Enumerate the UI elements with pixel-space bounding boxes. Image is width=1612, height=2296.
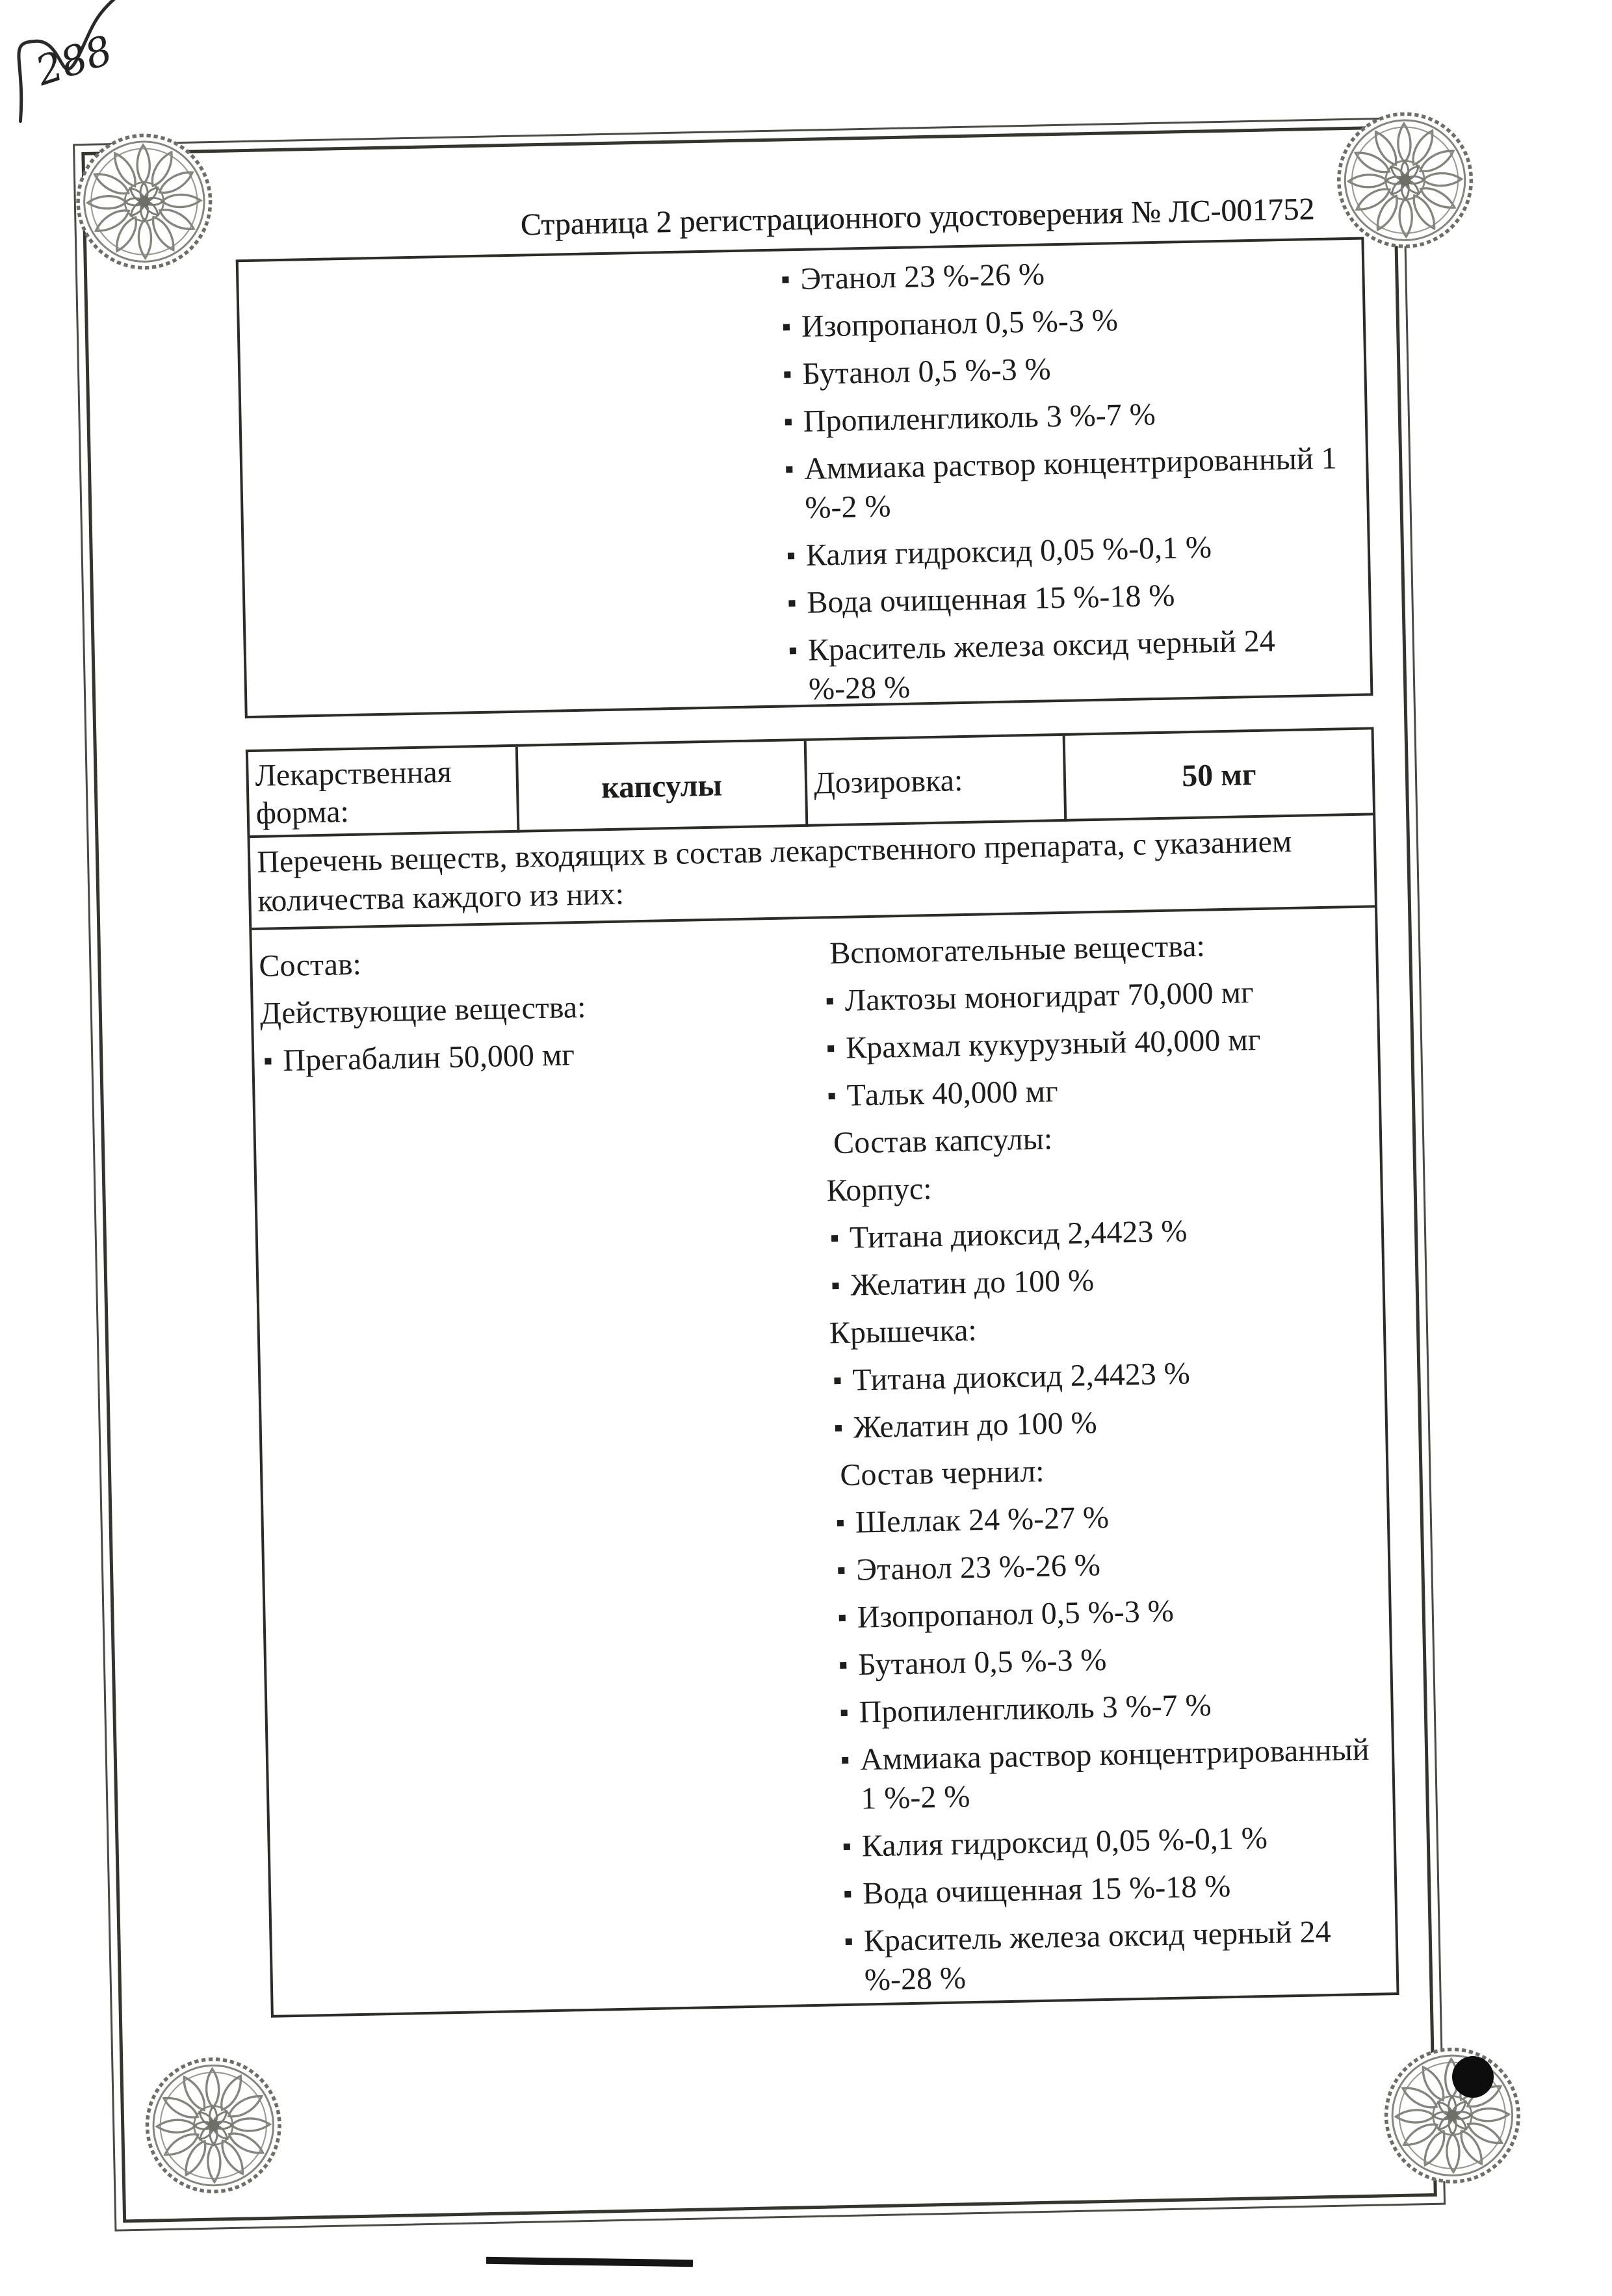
composition-title: Состав: bbox=[258, 946, 362, 984]
handwritten-text: 288 bbox=[30, 25, 118, 95]
ingredient-item: Крахмал кукурузный 40,000 мг bbox=[824, 1018, 1378, 1068]
dose-value-cell: 50 мг bbox=[1181, 757, 1257, 794]
ingredient-item: Вода очищенная 15 %-18 % bbox=[840, 1864, 1395, 1914]
page-title: Страница 2 регистрационного удостоверения № ЛС-001752 bbox=[520, 192, 1315, 242]
capsule-cap-title: Крышечка: bbox=[829, 1312, 978, 1351]
ingredient-item: Бутанол 0,5 %-3 % bbox=[780, 344, 1344, 394]
ingredient-item: Титана диоксид 2,4423 % bbox=[827, 1208, 1381, 1258]
capsule-composition-title: Состав капсулы: bbox=[833, 1121, 1053, 1161]
ink-composition-continued-list bbox=[778, 249, 1350, 718]
dose-label-cell: Дозировка: bbox=[807, 736, 1067, 827]
ink-composition-list bbox=[833, 1493, 1396, 2000]
ingredient-item: Титана диоксид 2,4423 % bbox=[830, 1350, 1384, 1400]
guilloche-rosette-bottom-right bbox=[1382, 2045, 1522, 2185]
ingredient-item: Желатин до 100 % bbox=[828, 1255, 1383, 1305]
ingredient-item: Прегабалин 50,000 мг bbox=[261, 1032, 781, 1081]
ink-composition-continued-box bbox=[236, 237, 1373, 718]
capsule-body-list bbox=[827, 1208, 1382, 1305]
dosage-table bbox=[246, 727, 1399, 2017]
ingredient-item: Изопропанол 0,5 %-3 % bbox=[779, 296, 1342, 346]
form-label-cell: Лекарственная форма: bbox=[248, 747, 520, 838]
ingredient-item: Калия гидроксид 0,05 %-0,1 % bbox=[783, 525, 1347, 575]
ingredient-item: Аммиака раствор концентрированный 1 %-2 % bbox=[782, 439, 1346, 528]
capsule-body-title: Корпус: bbox=[826, 1171, 933, 1208]
substances-list-caption: Перечень веществ, входящих в состав лекарственного препарата, с указанием количества каждого из них: bbox=[250, 815, 1375, 930]
ingredient-item: Бутанол 0,5 %-3 % bbox=[836, 1635, 1390, 1685]
ingredient-item: Пропиленгликоль 3 %-7 % bbox=[837, 1682, 1391, 1732]
active-substances-column bbox=[259, 937, 781, 1089]
guilloche-rosette-bottom-left bbox=[143, 2055, 283, 2195]
capsule-cap-list bbox=[830, 1350, 1385, 1448]
active-substances-title: Действующие вещества: bbox=[259, 989, 586, 1031]
form-value-cell: капсулы bbox=[518, 741, 809, 833]
ingredient-item: Пропиленгликоль 3 %-7 % bbox=[781, 391, 1344, 441]
composition-cell bbox=[252, 907, 1396, 2015]
guilloche-rosette-top-left bbox=[74, 131, 214, 272]
ingredient-item: Аммиака раствор концентрированный 1 %-2 % bbox=[838, 1730, 1393, 1819]
ink-dot-mark bbox=[1452, 2056, 1494, 2098]
ingredient-item: Вода очищенная 15 %-18 % bbox=[785, 573, 1348, 623]
ingredient-item: Лактозы моногидрат 70,000 мг bbox=[822, 971, 1377, 1021]
ingredient-item: Этанол 23 %-26 % bbox=[778, 249, 1342, 299]
excipients-column bbox=[822, 923, 1397, 2009]
ingredient-item: Калия гидроксид 0,05 %-0,1 % bbox=[839, 1816, 1394, 1866]
ingredient-item: Краситель железа оксид черный 24 %-28 % bbox=[785, 620, 1349, 709]
active-substances-list bbox=[261, 1032, 781, 1081]
ingredient-item: Тальк 40,000 мг bbox=[824, 1065, 1379, 1115]
ingredient-item: Этанол 23 %-26 % bbox=[834, 1540, 1388, 1590]
ingredient-item: Изопропанол 0,5 %-3 % bbox=[835, 1587, 1389, 1637]
ingredient-item: Желатин до 100 % bbox=[831, 1398, 1385, 1448]
excipients-list bbox=[822, 971, 1379, 1115]
guilloche-rosette-top-right bbox=[1334, 110, 1475, 250]
ink-composition-title: Состав чернил: bbox=[839, 1454, 1045, 1493]
ingredient-item: Шеллак 24 %-27 % bbox=[833, 1493, 1387, 1543]
excipients-title: Вспомогательные вещества: bbox=[829, 928, 1206, 971]
ingredient-item: Краситель железа оксид черный 24 %-28 % bbox=[841, 1911, 1396, 2000]
